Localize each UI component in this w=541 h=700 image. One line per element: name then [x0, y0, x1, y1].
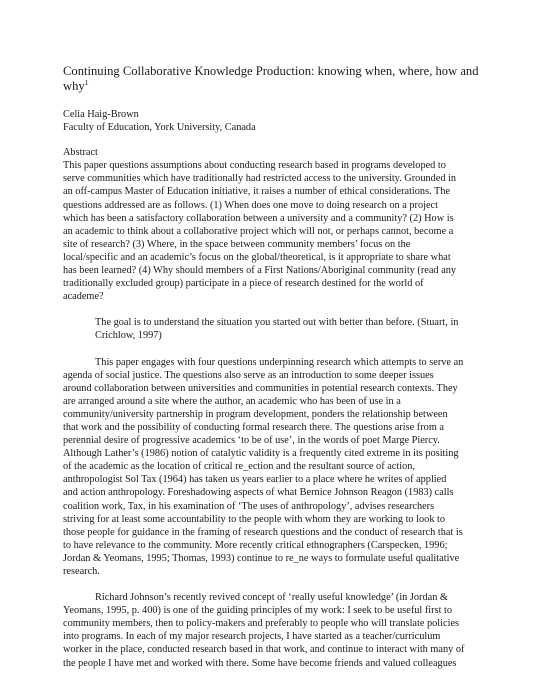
text-line: academe? — [63, 291, 104, 303]
text-line: research. — [63, 566, 100, 577]
text-line: coalition work, Tax, in his examination of ‘The uses of anthropology’, advises researchers — [63, 500, 435, 512]
text-line: has been learned? (4) Why should members of a First Nations/Aboriginal community (read any — [63, 265, 456, 277]
text-line: serve communities which have traditionally had restricted access to the university. Grounded in — [63, 173, 457, 185]
text-line: are arranged around a site where the author, an academic who has been of use in a — [63, 395, 401, 407]
text-line: community members, then to policy-makers and preferably to people who will translate policies — [63, 618, 460, 630]
text-line: of the academic as the location of critical re_ection and the resultant source of action, — [63, 461, 415, 473]
text-line: and action anthropology. Foreshadowing aspects of what Bernice Johnson Reagon (1983) calls — [63, 487, 454, 499]
text-line: an off-campus Master of Education initiative, it raises a number of ethical considerations. The — [63, 186, 451, 198]
paper-page — [63, 64, 479, 670]
text-line: Crichlow, 1997) — [95, 330, 162, 342]
text-line: community/university partnership in program development, ponders the relationship between — [63, 408, 448, 420]
text-line: the people I have met and worked with there. Some have become friends and valued colleagues — [63, 657, 457, 669]
text-line: This paper engages with four questions underpinning research which attempts to serve an — [95, 356, 464, 368]
text-line: site of research? (3) Where, in the space between community members’ focus on the — [63, 238, 411, 250]
text-line: which has been a satisfactory collaboration between a university and a community? (2) How is — [63, 212, 454, 224]
epigraph-quote — [95, 316, 479, 342]
paper-title — [63, 64, 479, 94]
text-line: Although Lather’s (1986) notion of catalytic validity is a frequently cited extreme in its positing — [63, 448, 459, 460]
text-line: The goal is to understand the situation you started out with better than before. (Stuart, in — [95, 317, 459, 329]
text-line: an academic to think about a collaborative project which will not, or perhaps cannot, become a — [63, 225, 454, 237]
author-affiliation: Faculty of Education, York University, Canada — [63, 122, 256, 134]
text-line: questions addressed are as follows. (1) When does one move to doing research on a project — [63, 199, 438, 211]
text-line: anthropologist Sol Tax (1964) has taken us years earlier to a place where he writes of applied — [63, 474, 447, 486]
text-line: into programs. In each of my major research projects, I have started as a teacher/curriculum — [63, 631, 441, 643]
abstract-body — [63, 159, 479, 303]
text-line: Richard Johnson’s recently revived concept of ‘really useful knowledge’ (in Jordan & — [95, 592, 448, 604]
text-line: worker in the place, conducted research based in that work, and continue to interact with many of — [63, 644, 465, 656]
title-line-1: Continuing Collaborative Knowledge Production: knowing when, where, how and — [63, 64, 479, 78]
body-paragraph-2 — [63, 591, 479, 670]
footnote-marker: 1 — [84, 77, 89, 87]
text-line: This paper questions assumptions about conducting research based in programs developed to — [63, 160, 446, 172]
text-line: those people for guidance in the framing of research questions and the conduct of research that is — [63, 526, 463, 538]
text-line: striving for at least some accountability to the people with whom they are working to look to — [63, 513, 446, 525]
text-line: agenda of social justice. The questions also serve as an introduction to some deeper issues — [63, 369, 434, 381]
text-line: that work and the possibility of conducting formal research there. The questions arise from a — [63, 421, 444, 433]
text-line: Jordan & Yeomans, 1995; Thomas, 1993) continue to re_ne ways to formulate useful qualitative — [63, 552, 460, 564]
text-line: perennial desire of progressive academics ‘to be of use’, in the words of poet Marge Piercy. — [63, 435, 440, 447]
text-line: local/specific and an academic’s focus on the global/theoretical, is it appropriate to share what — [63, 251, 451, 263]
body-paragraph-1 — [63, 356, 479, 579]
text-line: Yeomans, 1995, p. 400) is one of the guiding principles of my work: I seek to be useful first to — [63, 605, 453, 617]
author-name: Celia Haig-Brown — [63, 109, 139, 120]
abstract-heading: Abstract — [63, 147, 98, 159]
text-line: to have relevance to the community. More recently critical ethnographers (Carspecken, 1996; — [63, 539, 448, 551]
text-line: traditionally excluded group) participate in a piece of research destined for the world of — [63, 278, 424, 290]
text-line: around collaboration between universities and communities in potential research contexts. They — [63, 382, 458, 394]
author-block — [63, 108, 479, 134]
title-line-2: why — [63, 79, 85, 93]
